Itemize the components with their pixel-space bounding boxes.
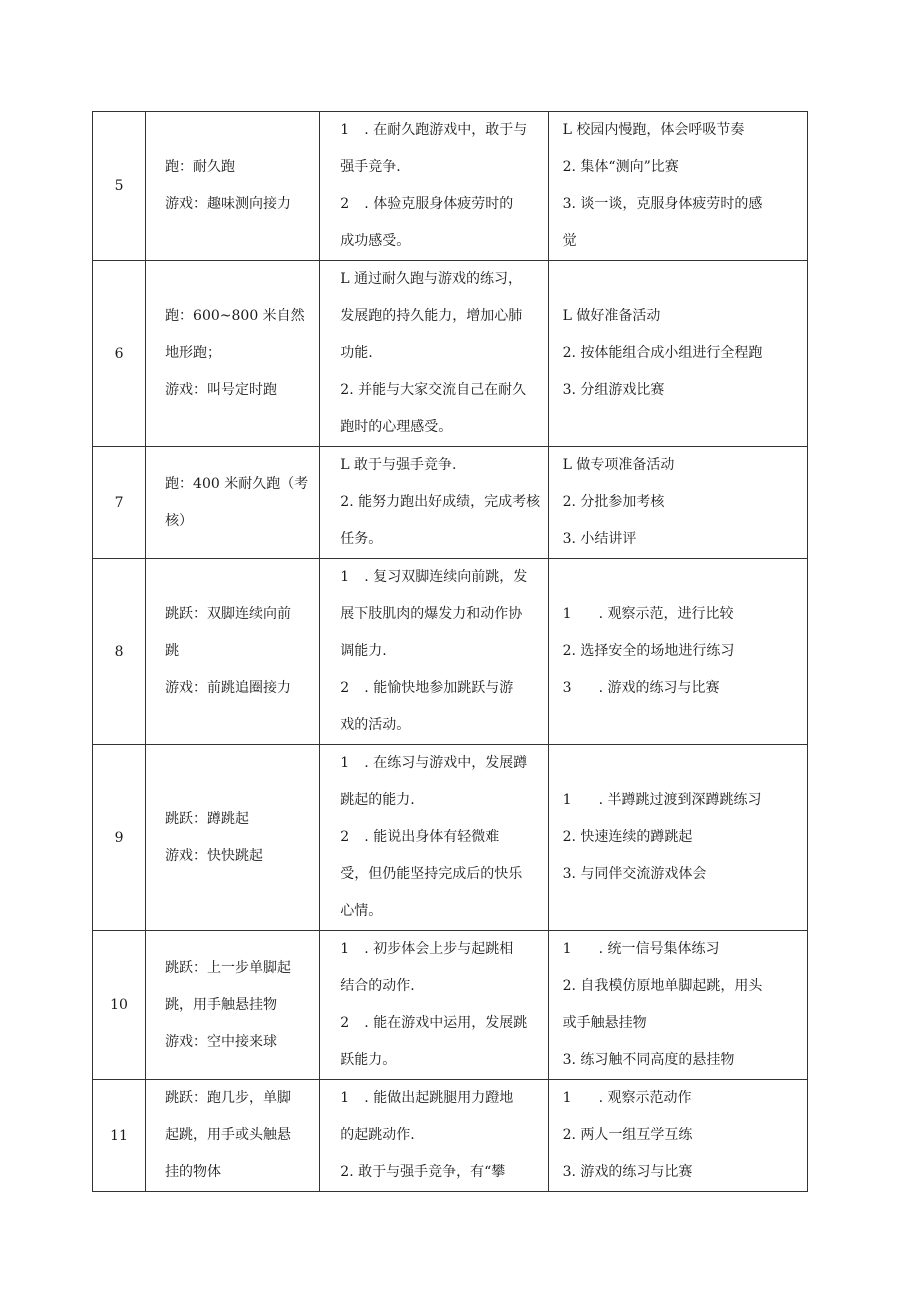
method-line bbox=[563, 1154, 799, 1191]
content-line: 游戏：快快跳起 bbox=[165, 847, 264, 864]
lesson-content-cell bbox=[146, 559, 320, 745]
goal-line bbox=[340, 633, 541, 670]
goal-line bbox=[340, 559, 541, 596]
goal-text: 任务。 bbox=[340, 531, 383, 547]
method-line bbox=[563, 782, 799, 819]
goal-text: . 能在游戏中运用，发展跳 bbox=[364, 1015, 528, 1031]
goal-line bbox=[340, 112, 541, 149]
lesson-method-cell bbox=[548, 745, 807, 931]
lesson-goal-cell bbox=[320, 1080, 548, 1192]
goal-line bbox=[340, 1005, 541, 1042]
table-row bbox=[93, 1080, 808, 1192]
method-line bbox=[563, 596, 799, 633]
lesson-number: 8 bbox=[93, 559, 146, 745]
goal-item-number: 2 bbox=[340, 680, 350, 696]
content-line: 跳跃：跑几步，单脚 bbox=[165, 1090, 292, 1106]
goal-text: 跃能力。 bbox=[340, 1052, 397, 1068]
goal-text: L 通过耐久跑与游戏的练习， bbox=[340, 271, 523, 287]
lesson-plan-table bbox=[92, 111, 808, 1192]
goal-text: 调能力. bbox=[340, 643, 387, 659]
method-line bbox=[563, 186, 799, 223]
method-line bbox=[563, 856, 799, 893]
goal-line bbox=[340, 1080, 541, 1117]
table-row bbox=[93, 112, 808, 261]
method-line bbox=[563, 670, 799, 707]
method-text: . 观察示范，进行比较 bbox=[598, 606, 734, 622]
goal-line bbox=[340, 893, 541, 930]
goal-line bbox=[340, 1042, 541, 1079]
lesson-method-cell bbox=[548, 559, 807, 745]
content-line: 地形跑； bbox=[165, 345, 222, 361]
lesson-number: 7 bbox=[93, 447, 146, 559]
method-line bbox=[563, 484, 799, 521]
goal-line bbox=[340, 372, 541, 409]
lesson-method-cell bbox=[548, 112, 807, 261]
method-item-number: 1 bbox=[562, 792, 572, 808]
method-item-number: 3 bbox=[562, 680, 572, 696]
method-text: 3. 小结讲评 bbox=[562, 531, 637, 547]
goal-text: L 敢于与强手竞争. bbox=[340, 457, 457, 473]
goal-text: 跳起的能力. bbox=[340, 792, 415, 808]
method-text: L 做专项准备活动 bbox=[562, 457, 675, 473]
goal-line bbox=[340, 745, 541, 782]
content-line: 核） bbox=[165, 512, 194, 529]
method-line bbox=[563, 149, 799, 186]
goal-text: 受，但仍能坚持完成后的快乐 bbox=[340, 866, 523, 882]
goal-item-number: 1 bbox=[340, 755, 350, 771]
method-line bbox=[563, 931, 799, 968]
method-text: . 半蹲跳过渡到深蹲跳练习 bbox=[598, 792, 762, 808]
lesson-goal-cell bbox=[320, 447, 548, 559]
table-row bbox=[93, 261, 808, 447]
content-line: 跳跃：上一步单脚起 bbox=[165, 959, 292, 976]
goal-text: 的起跳动作. bbox=[340, 1127, 415, 1143]
goal-line bbox=[340, 261, 541, 298]
goal-text: 结合的动作. bbox=[340, 978, 415, 994]
goal-item-number: 1 bbox=[340, 569, 350, 585]
goal-line bbox=[340, 782, 541, 819]
method-line bbox=[563, 372, 799, 409]
lesson-content-cell bbox=[146, 447, 320, 559]
method-line bbox=[563, 633, 799, 670]
method-text: . 统一信号集体练习 bbox=[598, 941, 720, 957]
content-line: 起跳，用手或头触悬 bbox=[165, 1127, 292, 1143]
method-text: . 观察示范动作 bbox=[598, 1090, 692, 1106]
method-line bbox=[563, 1080, 799, 1117]
goal-line bbox=[340, 447, 541, 484]
goal-line bbox=[340, 409, 541, 446]
table-row bbox=[93, 931, 808, 1080]
lesson-goal-cell bbox=[320, 559, 548, 745]
goal-text: 2. 并能与大家交流自己在耐久 bbox=[340, 382, 527, 398]
goal-line bbox=[340, 298, 541, 335]
content-line: 跳跃：双脚连续向前 bbox=[165, 606, 292, 622]
method-line bbox=[563, 447, 799, 484]
lesson-goal-cell bbox=[320, 261, 548, 447]
goal-text: 心情。 bbox=[340, 903, 383, 919]
goal-text: . 在练习与游戏中，发展蹲 bbox=[364, 755, 528, 771]
method-line bbox=[563, 1042, 799, 1079]
method-text: 觉 bbox=[562, 233, 577, 249]
goal-text: 跑时的心理感受。 bbox=[340, 419, 453, 435]
goal-line bbox=[340, 149, 541, 186]
lesson-goal-cell bbox=[320, 745, 548, 931]
lesson-goal-cell bbox=[320, 112, 548, 261]
method-line bbox=[563, 223, 799, 260]
goal-text: 展下肢肌肉的爆发力和动作协 bbox=[340, 606, 523, 622]
goal-text: 发展跑的持久能力，增加心肺 bbox=[340, 308, 523, 324]
method-line bbox=[563, 521, 799, 558]
goal-item-number: 2 bbox=[340, 196, 350, 212]
content-line: 挂的物体 bbox=[165, 1164, 222, 1180]
content-line: 游戏：空中接来球 bbox=[165, 1033, 278, 1050]
table-body bbox=[93, 112, 808, 1192]
goal-line bbox=[340, 223, 541, 260]
method-line bbox=[563, 298, 799, 335]
goal-line bbox=[340, 484, 541, 521]
goal-line bbox=[340, 819, 541, 856]
goal-text: 2. 能努力跑出好成绩，完成考核 bbox=[340, 494, 541, 510]
content-line: 跑：耐久跑 bbox=[165, 159, 236, 175]
goal-line bbox=[340, 707, 541, 744]
content-line: 跳，用手触悬挂物 bbox=[165, 996, 278, 1013]
goal-text: 强手竞争. bbox=[340, 159, 401, 175]
lesson-number: 5 bbox=[93, 112, 146, 261]
content-line: 游戏：趣味测向接力 bbox=[165, 196, 292, 212]
lesson-number: 6 bbox=[93, 261, 146, 447]
content-line: 跳 bbox=[165, 643, 180, 659]
goal-text: . 在耐久跑游戏中，敢于与 bbox=[364, 122, 528, 138]
method-text: 2. 按体能组合成小组进行全程跑 bbox=[562, 345, 763, 361]
lesson-goal-cell bbox=[320, 931, 548, 1080]
method-text: 3. 游戏的练习与比赛 bbox=[562, 1164, 693, 1180]
goal-line bbox=[340, 1117, 541, 1154]
content-line: 跑：600~800 米自然 bbox=[165, 308, 305, 324]
content-line: 游戏：叫号定时跑 bbox=[165, 382, 278, 398]
goal-line bbox=[340, 931, 541, 968]
method-text: 3. 分组游戏比赛 bbox=[562, 382, 665, 398]
method-text: L 做好准备活动 bbox=[562, 308, 661, 324]
goal-item-number: 2 bbox=[340, 829, 350, 845]
goal-line bbox=[340, 1154, 541, 1191]
goal-text: . 复习双脚连续向前跳，发 bbox=[364, 569, 528, 585]
lesson-number: 9 bbox=[93, 745, 146, 931]
method-line bbox=[563, 112, 799, 149]
lesson-number: 11 bbox=[93, 1080, 146, 1192]
lesson-method-cell bbox=[548, 261, 807, 447]
content-line: 跳跃：蹲跳起 bbox=[165, 810, 250, 827]
lesson-number: 10 bbox=[93, 931, 146, 1080]
table-row bbox=[93, 447, 808, 559]
lesson-method-cell bbox=[548, 1080, 807, 1192]
goal-line bbox=[340, 186, 541, 223]
method-text: 2. 选择安全的场地进行练习 bbox=[562, 643, 735, 659]
method-text: 3. 练习触不同高度的悬挂物 bbox=[562, 1052, 735, 1068]
method-text: . 游戏的练习与比赛 bbox=[598, 680, 720, 696]
method-item-number: 1 bbox=[562, 941, 572, 957]
goal-text: . 初步体会上步与起跳相 bbox=[364, 941, 514, 957]
goal-item-number: 2 bbox=[340, 1015, 350, 1031]
goal-item-number: 1 bbox=[340, 1090, 350, 1106]
lesson-method-cell bbox=[548, 447, 807, 559]
method-text: 2. 快速连续的蹲跳起 bbox=[562, 829, 693, 845]
method-line bbox=[563, 1117, 799, 1154]
goal-text: 2. 敢于与强手竞争，有“攀 bbox=[340, 1164, 506, 1180]
goal-item-number: 1 bbox=[340, 122, 350, 138]
method-text: 2. 两人一组互学互练 bbox=[562, 1127, 693, 1143]
table-row bbox=[93, 559, 808, 745]
method-text: 3. 谈一谈，克服身体疲劳时的感 bbox=[562, 196, 763, 212]
goal-line bbox=[340, 670, 541, 707]
goal-text: . 能说出身体有轻微难 bbox=[364, 829, 500, 845]
lesson-content-cell bbox=[146, 745, 320, 931]
method-line bbox=[563, 968, 799, 1005]
goal-line bbox=[340, 856, 541, 893]
goal-line bbox=[340, 968, 541, 1005]
lesson-content-cell bbox=[146, 112, 320, 261]
lesson-content-cell bbox=[146, 261, 320, 447]
lesson-method-cell bbox=[548, 931, 807, 1080]
goal-text: . 能愉快地参加跳跃与游 bbox=[364, 680, 514, 696]
method-text: 3. 与同伴交流游戏体会 bbox=[562, 866, 707, 882]
goal-text: . 体验克服身体疲劳时的 bbox=[364, 196, 514, 212]
goal-text: 功能. bbox=[340, 345, 373, 361]
table-row bbox=[93, 745, 808, 931]
goal-line bbox=[340, 596, 541, 633]
content-line: 游戏：前跳追圈接力 bbox=[165, 680, 292, 696]
goal-line bbox=[340, 521, 541, 558]
lesson-content-cell bbox=[146, 931, 320, 1080]
content-line: 跑：400 米耐久跑（考 bbox=[165, 475, 309, 492]
goal-text: 成功感受。 bbox=[340, 233, 411, 249]
method-text: 2. 自我模仿原地单脚起跳，用头 bbox=[562, 978, 763, 994]
method-line bbox=[563, 819, 799, 856]
goal-line bbox=[340, 335, 541, 372]
method-line bbox=[563, 335, 799, 372]
method-item-number: 1 bbox=[562, 606, 572, 622]
method-line bbox=[563, 1005, 799, 1042]
method-text: 2. 分批参加考核 bbox=[562, 494, 665, 510]
method-text: 2. 集体“测向”比赛 bbox=[562, 159, 679, 175]
lesson-content-cell bbox=[146, 1080, 320, 1192]
goal-text: . 能做出起跳腿用力蹬地 bbox=[364, 1090, 514, 1106]
goal-text: 戏的活动。 bbox=[340, 717, 411, 733]
method-text: L 校园内慢跑，体会呼吸节奏 bbox=[562, 122, 745, 138]
goal-item-number: 1 bbox=[340, 941, 350, 957]
method-text: 或手触悬挂物 bbox=[562, 1015, 647, 1031]
method-item-number: 1 bbox=[562, 1090, 572, 1106]
